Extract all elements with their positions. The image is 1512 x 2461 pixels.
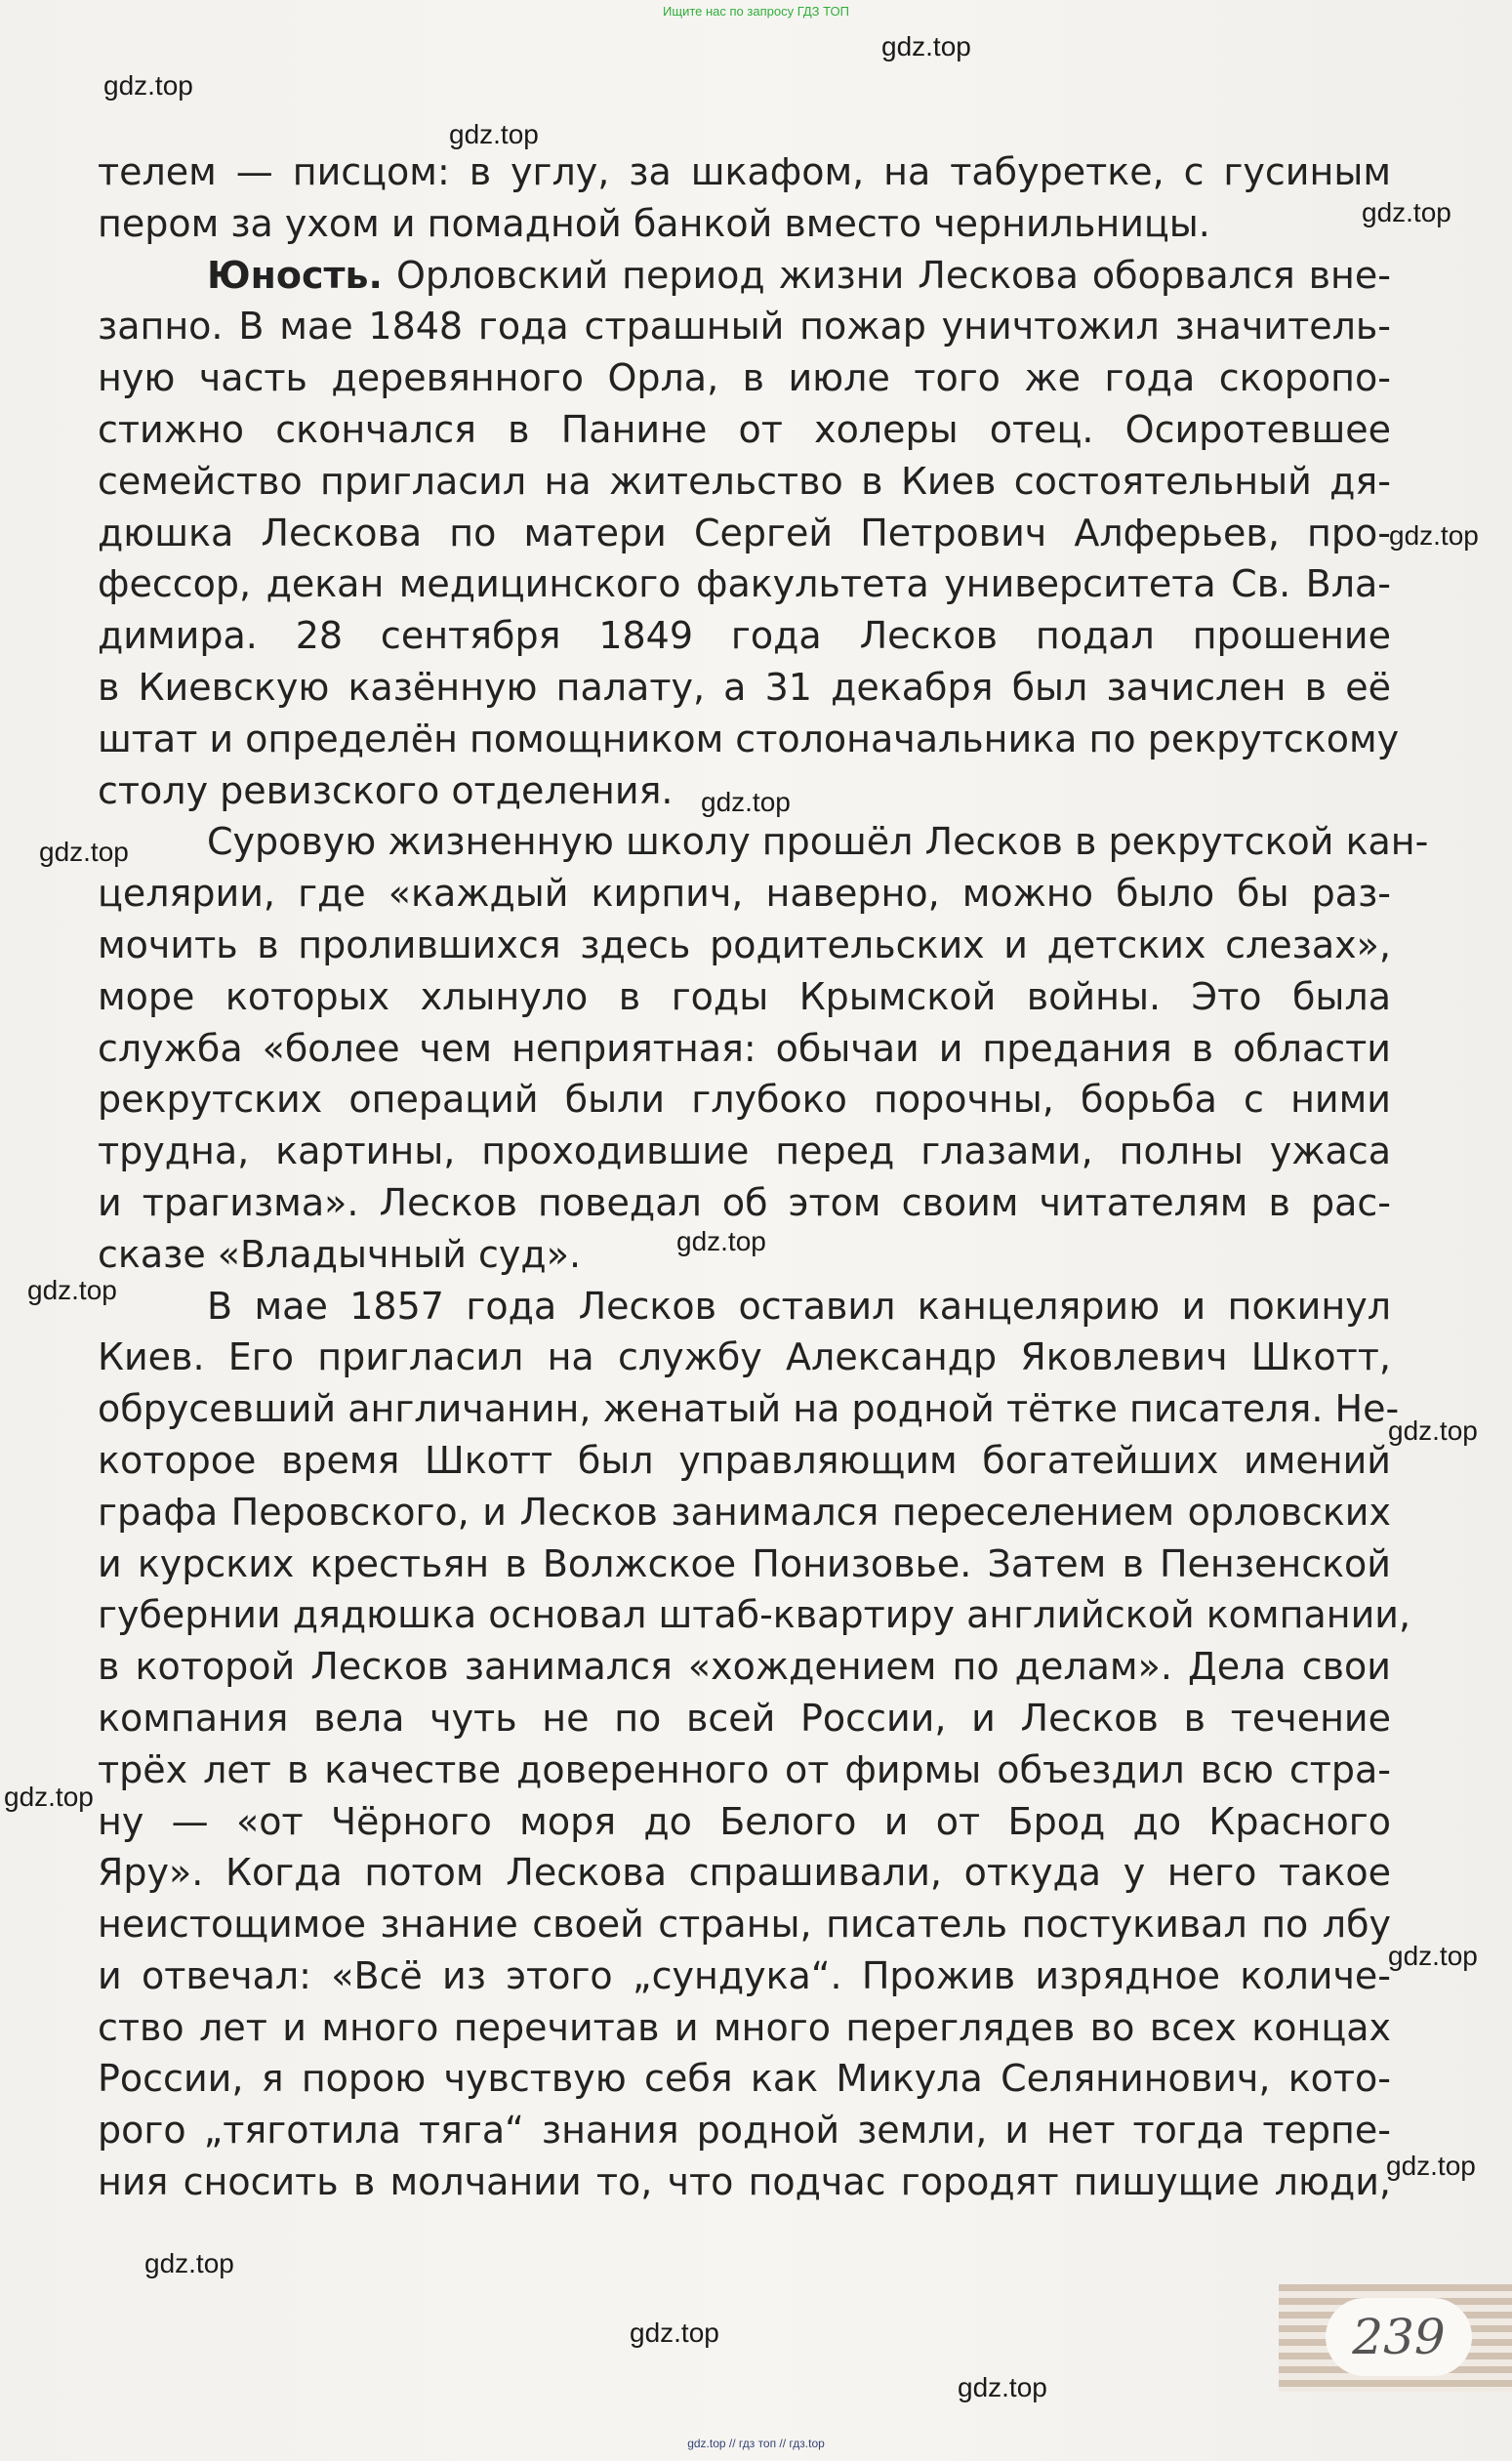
text-line — [98, 1383, 1400, 1435]
text-line — [98, 146, 1391, 198]
line-text: Суровую жизненную школу прошёл Лесков в рекрутской кан- — [207, 820, 1429, 864]
text-line — [98, 1899, 1391, 1950]
text-line — [98, 714, 1400, 765]
line-text: пером за ухом и помадной банкой вместо чернильницы. — [98, 201, 1210, 245]
line-text: море которых хлынуло в годы Крымской войны. Это была — [98, 974, 1391, 1018]
text-line — [98, 868, 1391, 920]
line-text: ния сносить в молчании то, что подчас городят пишущие люди, — [98, 2160, 1391, 2204]
text-line — [98, 404, 1391, 456]
line-text: дюшка Лескова по матери Сергей Петрович Алферьев, про- — [98, 511, 1391, 554]
watermark: gdz.top — [103, 70, 193, 101]
line-text: ную часть деревянного Орла, в июле того же года скоропо- — [98, 356, 1391, 400]
line-text: губернии дядюшка основал штаб-квартиру английской компании, — [98, 1593, 1411, 1637]
bottom-banner[interactable]: gdz.top // гдз топ // гдз.top — [687, 2437, 825, 2450]
text-line — [98, 456, 1391, 508]
watermark: gdz.top — [676, 1226, 766, 1256]
line-text: в которой Лесков занимался «хождением по делам». Дела свои — [98, 1645, 1391, 1689]
text-line — [98, 1744, 1391, 1796]
text-line — [98, 1074, 1391, 1126]
top-banner[interactable]: Ищите нас по запросу ГДЗ ТОП — [663, 4, 849, 19]
line-text: рого „тяготила тяга“ знания родной земли, и нет тогда терпе- — [98, 2109, 1391, 2153]
text-line — [98, 1332, 1391, 1383]
line-text: В мае 1857 года Лесков оставил канцелярию и покинул — [207, 1284, 1391, 1328]
line-text: сказе «Владычный суд». — [98, 1232, 582, 1276]
line-text: димира. 28 сентября 1849 года Лесков подал прошение — [98, 614, 1391, 658]
line-text: в Киевскую казённую палату, а 31 декабря был зачислен в её — [98, 665, 1391, 709]
page-number-block — [1279, 2284, 1512, 2392]
line-text: компания вела чуть не по всей России, и Лесков в течение — [98, 1696, 1391, 1740]
watermark: gdz.top — [1362, 197, 1451, 227]
line-text: штат и определён помощником столоначальника по рекрутскому — [98, 717, 1400, 760]
line-text: рекрутских операций были глубоко порочны, борьба с ними — [98, 1078, 1391, 1122]
text-line — [98, 1229, 1391, 1281]
line-text: и трагизма». Лесков поведал об этом своим читателям в рас- — [98, 1180, 1391, 1224]
text-line — [98, 508, 1391, 559]
text-line — [98, 1281, 1391, 1333]
page-number: 239 — [1326, 2298, 1472, 2376]
line-text: России, я порою чувствую себя как Микула Селянинович, кото- — [98, 2057, 1391, 2101]
line-text: обрусевший англичанин, женатый на родной тётке писателя. Не- — [98, 1387, 1400, 1431]
line-text: Яру». Когда потом Лескова спрашивали, откуда у него такое — [98, 1851, 1391, 1895]
text-line — [98, 1589, 1411, 1641]
text-line — [98, 1023, 1391, 1075]
line-text: мочить в пролившихся здесь родительских и детских слезах», — [98, 923, 1391, 966]
section-heading: Юность. — [207, 253, 383, 297]
text-line — [98, 1693, 1391, 1744]
line-text: ну — «от Чёрного моря до Белого и от Брод до Красного — [98, 1799, 1391, 1843]
line-text: трудна, картины, проходившие перед глазами, полны ужаса — [98, 1129, 1391, 1173]
line-text: целярии, где «каждый кирпич, наверно, можно было бы раз- — [98, 872, 1391, 916]
text-line — [98, 1641, 1391, 1693]
watermark: gdz.top — [1389, 520, 1479, 551]
text-line — [98, 971, 1391, 1023]
line-text: и отвечал: «Всё из этого „сундука“. Прожив изрядное количе- — [98, 1953, 1391, 1997]
text-line — [98, 2002, 1391, 2054]
line-text: Орловский период жизни Лескова оборвался вне- — [382, 253, 1391, 297]
line-text: семейство пригласил на жительство в Киев состоятельный дя- — [98, 459, 1391, 503]
line-text: ство лет и много перечитав и много переглядев во всех концах — [98, 2005, 1391, 2049]
text-line — [98, 610, 1391, 662]
watermark: gdz.top — [630, 2317, 719, 2348]
watermark: gdz.top — [4, 1782, 94, 1812]
text-line — [98, 1847, 1391, 1899]
watermark: gdz.top — [958, 2372, 1047, 2402]
text-line — [98, 1950, 1391, 2002]
line-text: фессор, декан медицинского факультета университета Св. Вла- — [98, 562, 1391, 606]
text-line — [98, 2105, 1391, 2156]
watermark: gdz.top — [881, 31, 971, 62]
line-text: трёх лет в качестве доверенного от фирмы объездил всю стра- — [98, 1747, 1391, 1791]
text-line — [98, 352, 1391, 404]
watermark: gdz.top — [701, 787, 791, 817]
text-line — [98, 920, 1391, 971]
text-line — [98, 1487, 1391, 1538]
line-text: Киев. Его пригласил на службу Александр Яковлевич Шкотт, — [98, 1335, 1391, 1379]
line-text: и курских крестьян в Волжское Понизовье. Затем в Пензенской — [98, 1541, 1391, 1585]
text-line — [98, 2156, 1391, 2208]
text-line — [98, 816, 1429, 868]
line-text: телем — писцом: в углу, за шкафом, на табуретке, с гусиным — [98, 150, 1391, 193]
text-line — [98, 2053, 1391, 2105]
text-line — [98, 1126, 1391, 1177]
watermark: gdz.top — [1386, 2151, 1476, 2181]
text-line — [98, 1435, 1391, 1487]
line-text: которое время Шкотт был управляющим богатейших имений — [98, 1438, 1391, 1482]
text-line — [98, 1796, 1391, 1848]
line-text: стижно скончался в Панине от холеры отец. Осиротевшее — [98, 407, 1391, 451]
text-line — [98, 662, 1391, 714]
watermark: gdz.top — [39, 837, 129, 867]
text-line — [98, 765, 1391, 817]
watermark: gdz.top — [144, 2248, 234, 2278]
text-line — [98, 1538, 1391, 1590]
watermark: gdz.top — [1388, 1415, 1478, 1446]
watermark: gdz.top — [449, 119, 539, 149]
line-text: служба «более чем неприятная: обычаи и предания в области — [98, 1026, 1391, 1070]
watermark: gdz.top — [27, 1275, 117, 1305]
line-text: столу ревизского отделения. — [98, 768, 674, 812]
watermark: gdz.top — [1388, 1941, 1478, 1971]
text-line — [98, 1177, 1391, 1229]
text-line — [98, 198, 1391, 250]
text-line — [98, 250, 1391, 302]
line-text: запно. В мае 1848 года страшный пожар уничтожил значитель- — [98, 305, 1391, 349]
text-line — [98, 301, 1391, 352]
line-text: графа Перовского, и Лесков занимался переселением орловских — [98, 1490, 1391, 1534]
text-line — [98, 558, 1391, 610]
line-text: неистощимое знание своей страны, писатель постукивал по лбу — [98, 1903, 1391, 1947]
